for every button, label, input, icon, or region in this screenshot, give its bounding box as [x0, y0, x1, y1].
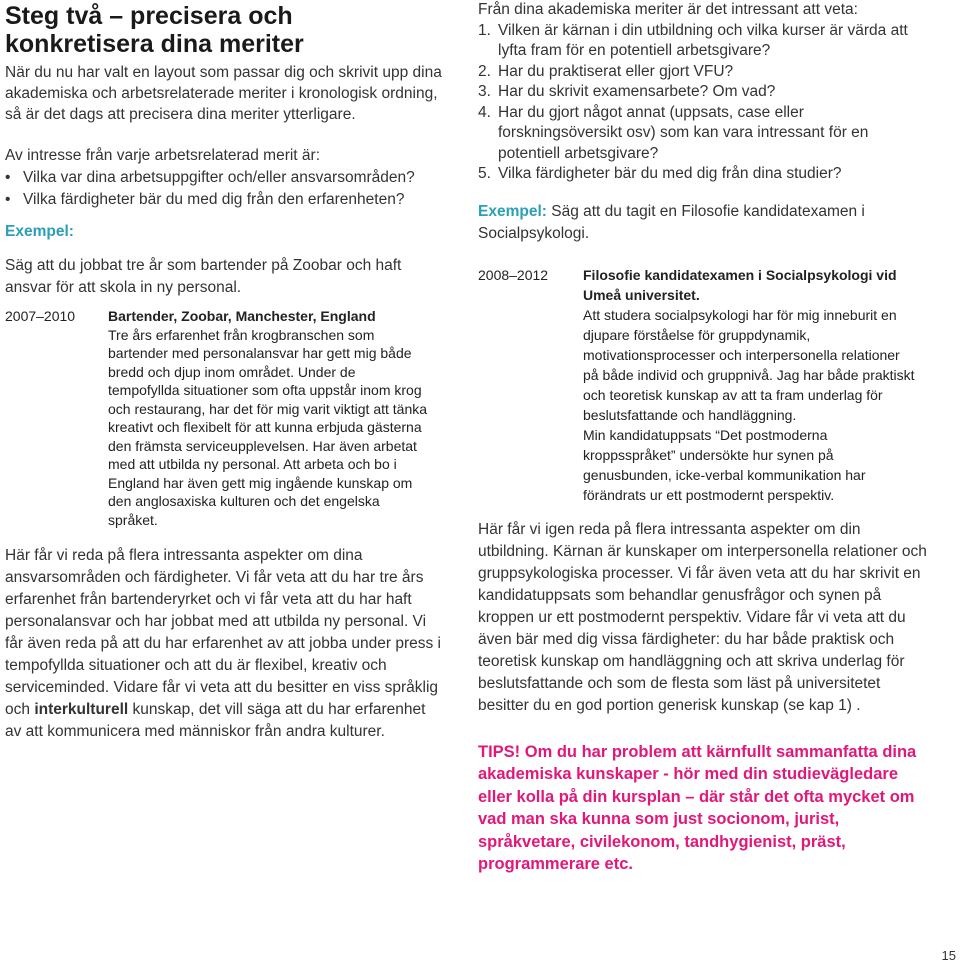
cv-description-block	[108, 307, 442, 529]
list-item	[478, 164, 928, 185]
academic-questions-list	[478, 21, 928, 185]
list-number: 2.	[478, 62, 491, 80]
list-text: Vilka färdigheter bär du med dig från dina studier?	[498, 165, 842, 182]
example-paragraph	[478, 201, 928, 245]
cv-title: Bartender, Zoobar, Manchester, England	[108, 308, 376, 324]
summary-text: Här får vi reda på flera intressanta aspekter om dina ansvarsområden och färdigheter. Vi får veta att du har tre års erfarenhet från bartenderyrket och vi får veta att du har haft personalansvar och har jobbat med att utbilda ny personal. Vi får även reda på att du har erfarenhet av att jobba under press i tempofyllda situationer och att du är flexibel, kreativ och serviceminded. Vidare får vi veta att du besitter en viss språklig och	[5, 547, 441, 718]
cv-period: 2007–2010	[5, 308, 76, 324]
cv-period: 2008–2012	[478, 266, 549, 283]
cv-description-block	[583, 265, 928, 505]
cv-description: Tre års erfarenhet från krogbranschen som bartender med personalansvar har gett mig både bredd och djup inom området. Under de tempofyllda situationer som ofta uppstår inom krog och restaurang, har det för mig varit viktigt att tänka kreativt och flexibelt för att kunna erbjuda gästerna den främsta serviceupplevelsen. Har även arbetat med att utbilda ny personal. Att arbeta och bo i England har även gett mig ingående kunskap om den anglosaxiska kulturen och det engelska språket.	[108, 326, 428, 528]
list-number: 4.	[478, 103, 491, 121]
cv-entry-bartender	[5, 307, 442, 529]
interest-intro: Av intresse från varje arbetsrelaterad merit är:	[5, 147, 321, 164]
cv-description: Att studera socialpsykologi har för mig inneburit en djupare förståelse för gruppdynamik, motivationsprocesser och interpersonella relationer på både individ och gruppnivå. Jag har både praktiskt och teoretisk kunskap av att ta fram underlag för beslutsfattande och handläggning.	[583, 306, 915, 423]
list-number: 3.	[478, 83, 491, 100]
list-item: • Vilka färdigheter bär du med dig från den erfarenheten?	[5, 189, 442, 211]
cv-thesis: Min kandidatuppsats “Det postmoderna kroppsspråket” undersökte hur synen på genusbunden, icke-verbal kommunikation har förändrats ur ett postmodernt perspektiv.	[583, 426, 866, 503]
summary-bold-term: interkulturell	[34, 701, 129, 718]
example-text: Säg att du jobbat tre år som bartender på Zoobar och haft ansvar för att skola in ny personal.	[5, 257, 402, 296]
tips-text: Om du har problem att kärnfullt sammanfatta dina akademiska kunskaper - hör med din studievägledare eller kolla på din kursplan – där står det ofta mycket om vad man ska kunna som just socionom, jurist, språkvetare, civilekonom, tandhygienist, präst, programmerare etc.	[478, 742, 917, 873]
cv-title: Filosofie kandidatexamen i Socialpsykologi vid Umeå universitet.	[583, 266, 897, 303]
questions-intro: Från dina akademiska meriter är det intressant att veta:	[478, 1, 858, 18]
list-text: Har du praktiserat eller gjort VFU?	[498, 62, 734, 80]
list-number: 1.	[478, 21, 491, 39]
list-number: 5.	[478, 165, 491, 182]
merit-questions-list	[5, 167, 442, 211]
section-heading: Steg två – precisera och konkretisera dina meriter	[5, 2, 304, 58]
cv-entry-education	[478, 265, 928, 505]
list-item	[478, 62, 928, 83]
example-label: Exempel:	[478, 202, 547, 220]
example-text: Säg att du tagit en Filosofie kandidatexamen i Socialpsykologi.	[478, 202, 865, 242]
tips-label: TIPS!	[478, 742, 521, 761]
list-item	[478, 82, 928, 103]
summary-paragraph	[5, 545, 442, 743]
list-item	[478, 21, 928, 62]
list-text: Vilken är kärnan i din utbildning och vilka kurser är värda att lyfta fram för en potentiell arbetsgivare?	[498, 21, 908, 59]
page-number: 15	[941, 948, 956, 963]
intro-paragraph: När du nu har valt en layout som passar dig och skrivit upp dina akademiska och arbetsrelaterade meriter i kronologisk ordning, så är det dags att precisera dina meriter ytterligare.	[5, 64, 442, 123]
list-text: Har du gjort något annat (uppsats, case eller forskningsöversikt osv) som kan vara intressant för en potentiell arbetsgivare?	[498, 103, 869, 162]
right-column	[478, 0, 928, 876]
example-label: Exempel:	[5, 223, 74, 240]
list-item	[478, 103, 928, 165]
list-text: Har du skrivit examensarbete? Om vad?	[498, 83, 776, 100]
tips-paragraph	[478, 741, 928, 876]
summary-paragraph: Här får vi igen reda på flera intressanta aspekter om din utbildning. Kärnan är kunskaper om interpersonella relationer och gruppsykologiska processer. Vi får även veta att du har skrivit en kandidatuppsats som behandlar genusfrågor och synen på kroppen ur ett postmodernt perspektiv. Vidare får vi veta att du även bär med dig vissa färdigheter: du har både praktisk och teoretisk kunskap om handläggning och att skriva underlag för beslutsfattande och som de flesta som läst på universitetet besitter du en god portion generisk kunskap (se kap 1) .	[478, 520, 927, 714]
summary-text-end: kunskap, det vill säga att du har erfarenhet av att kommunicera med människor från andra kulturer.	[5, 701, 426, 740]
left-column	[5, 0, 442, 743]
list-item: • Vilka var dina arbetsuppgifter och/eller ansvarsområden?	[5, 167, 442, 189]
